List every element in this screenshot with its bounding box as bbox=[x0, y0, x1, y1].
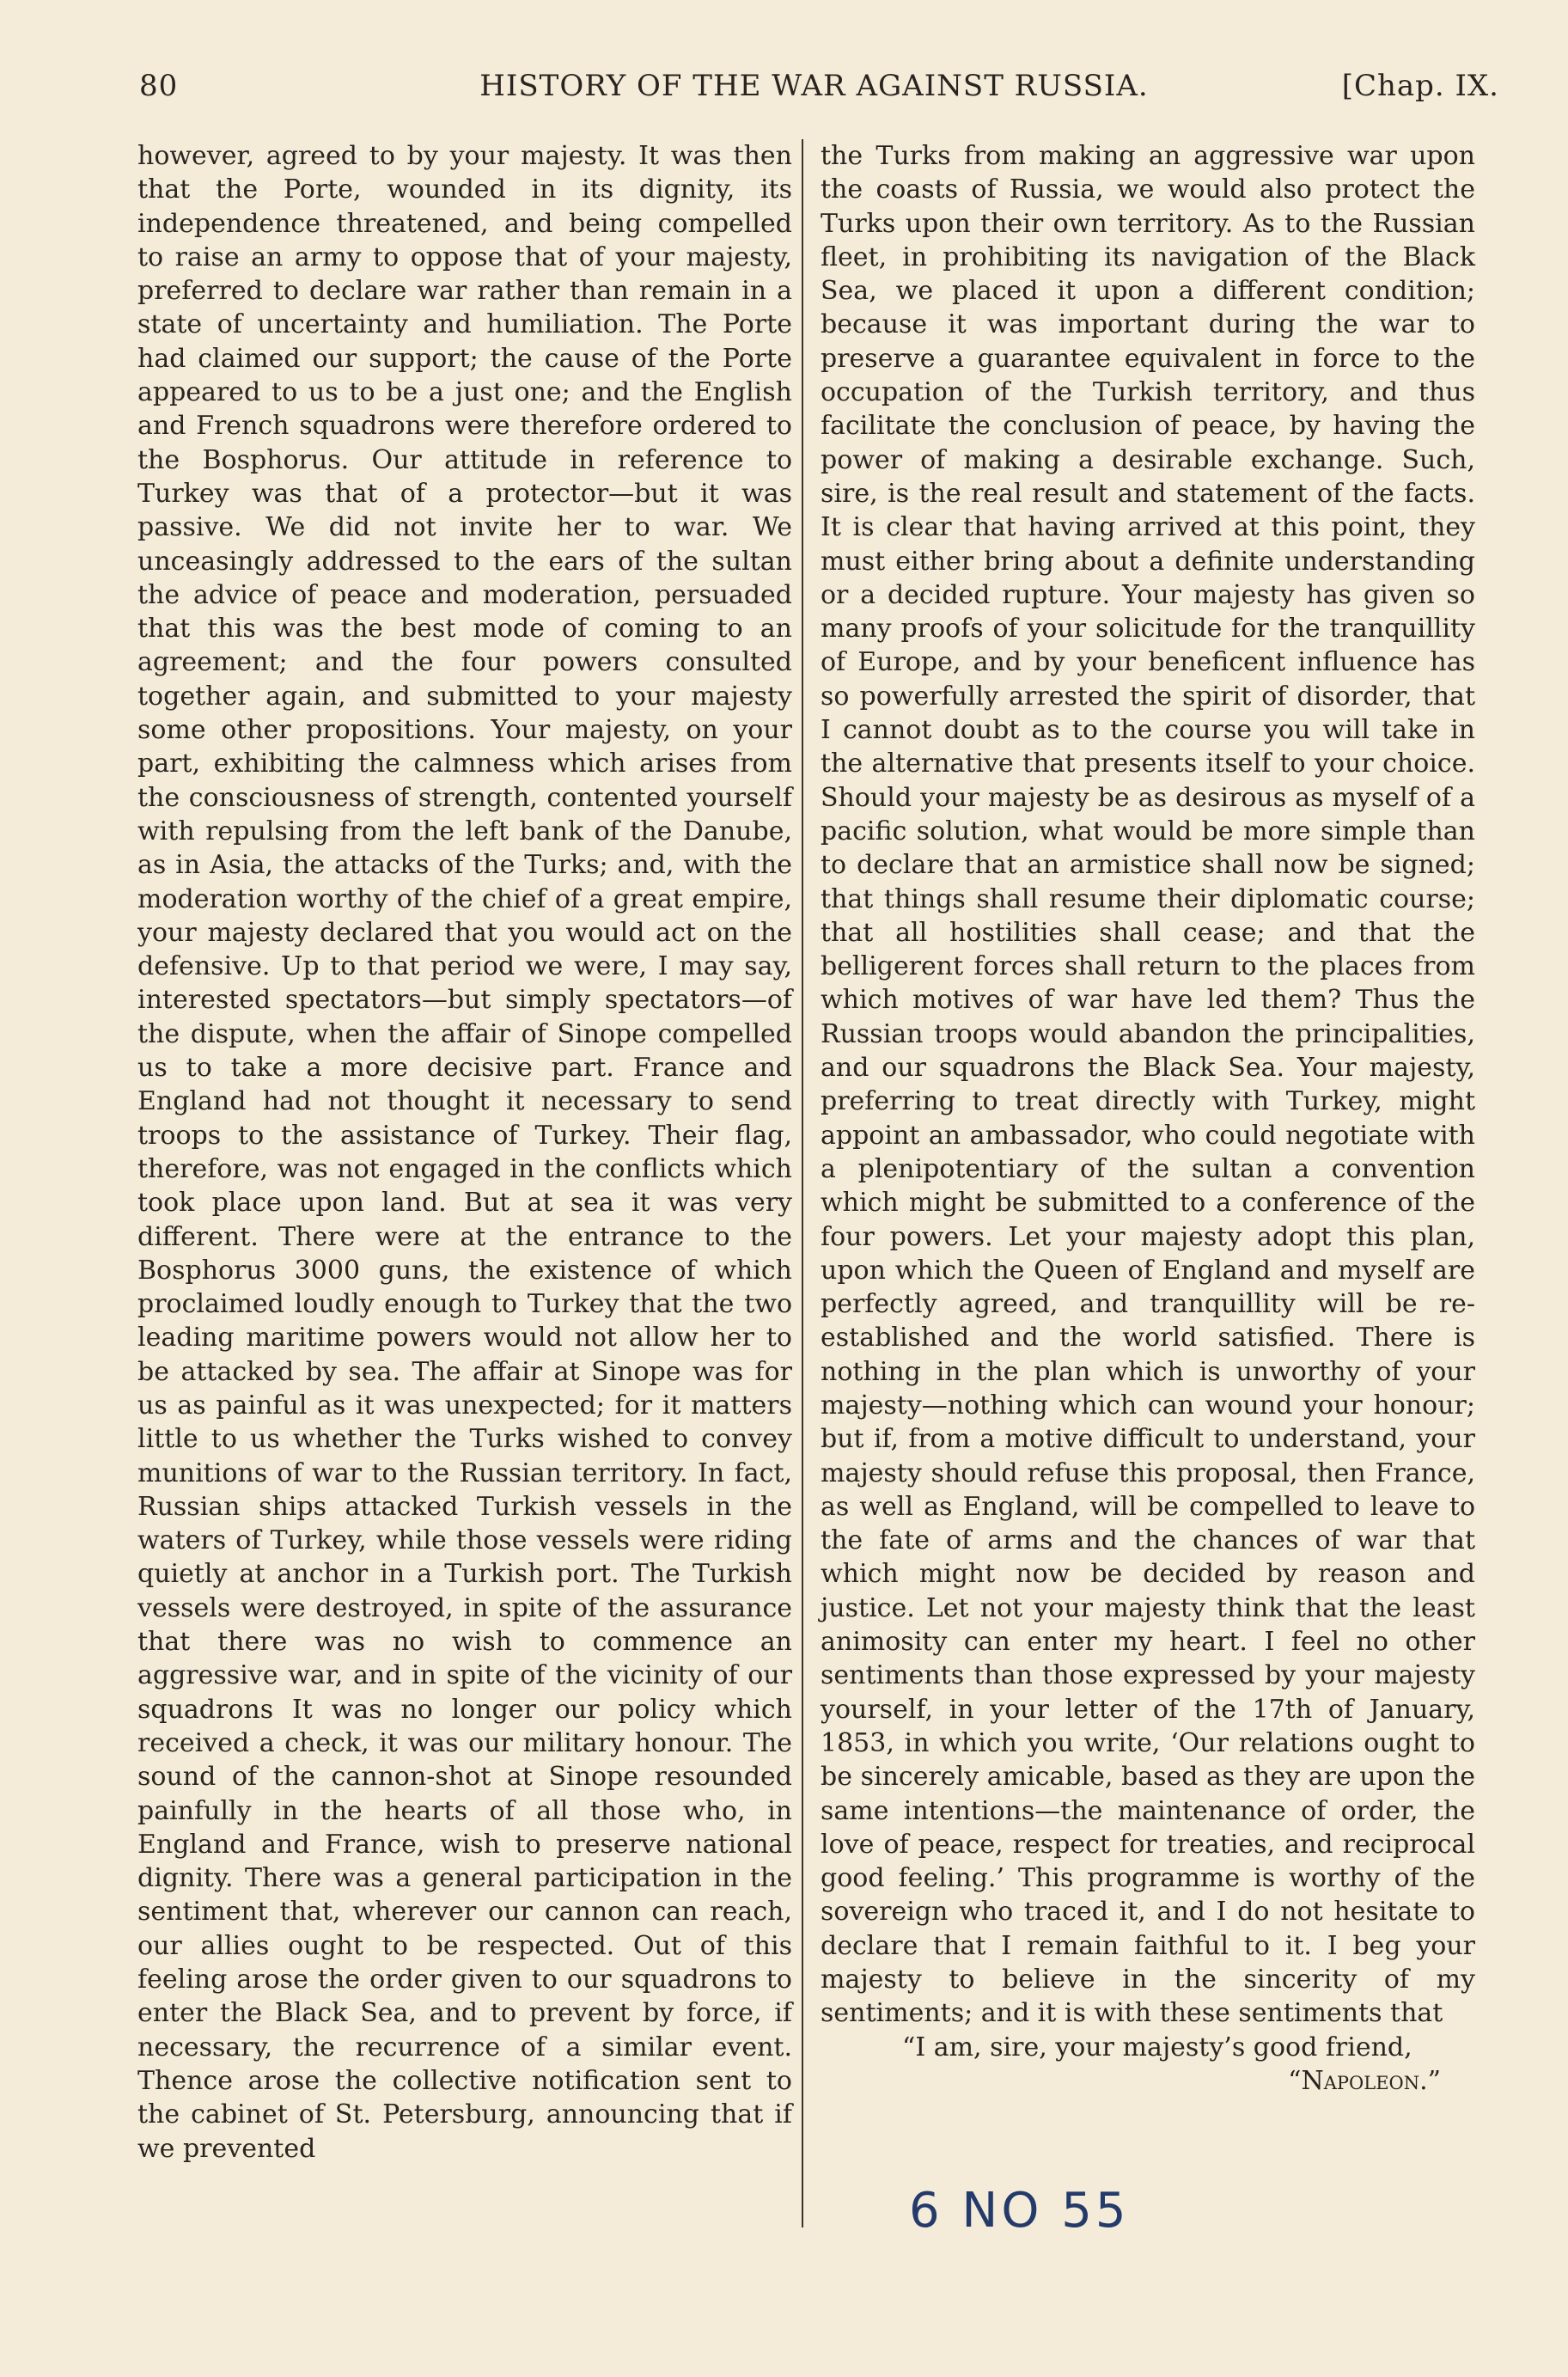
running-title: HISTORY OF THE WAR AGAINST RUSSIA. bbox=[479, 69, 1149, 103]
running-header bbox=[129, 69, 1499, 112]
letter-closing: “I am, sire, your majesty’s good friend, bbox=[902, 2032, 1412, 2062]
right-column-text: the Turks from making an aggressive war upon the coasts of Russia, we would also protect the Turks upon their own territory. As to the Russian fleet, in prohibiting its navigation of the Black Sea, we placed it upon a different condition; because it was important during the war to preserve a guarantee equivalent in force to the occupation of the Turkish territory, and thus facilitate the conclusion of peace, by having the power of making a desirable exchange. Such, sire, is the real result and statement of the facts. It is clear that having arrived at this point, they must either bring about a definite understanding or a decided rupture. Your majesty has given so many proofs of your solicitude for the tranquillity of Europe, and by your beneficent influence has so powerfully arrested the spirit of disorder, that I cannot doubt as to the course you will take in the alternative that presents itself to your choice. Should your majesty be as desirous as myself of a pacific solution, what would be more simple than to declare that an armistice shall now be signed; that things shall resume their diplomatic course; that all hostilities shall cease; and that the belligerent forces shall return to the places from which motives of war have led them? Thus the Russian troops would abandon the principalities, and our squadrons the Black Sea. Your majesty, preferring to treat directly with Turkey, might appoint an ambassador, who could negotiate with a plenipotentiary of the sultan a convention which might be submitted to a conference of the four powers. Let your majesty adopt this plan, upon which the Queen of England and myself are perfectly agreed, and tranquillity will be re-established and the world satisfied. There is nothing in the plan which is unworthy of your majesty—nothing which can wound your honour; but if, from a motive difficult to understand, your majesty should refuse this proposal, then France, as well as England, will be compelled to leave to the fate of arms and the chances of war that which might now be decided by reason and justice. Let not your majesty think that the least animosity can enter my heart. I feel no other sentiments than those expressed by your majesty yourself, in your letter of the 17th of January, 1853, in which you write, ‘Our relations ought to be sincerely amicable, based as they are upon the same intentions—the maintenance of order, the love of peace, respect for treaties, and reciprocal good feeling.’ This programme is worthy of the sovereign who traced it, and I do not hesitate to declare that I remain faithful to it. I beg your majesty to believe in the sincerity of my sentiments; and it is with these sentiments that bbox=[821, 141, 1475, 2029]
letter-signature: “Napoleon.” bbox=[1288, 2065, 1441, 2096]
page-number: 80 bbox=[139, 69, 179, 103]
chapter-label: [Chap. IX. bbox=[1341, 69, 1499, 103]
left-column-text: however, agreed to by your majesty. It was then that the Porte, wounded in its dignity, its independence threatened, and being compelled to raise an army to oppose that of your majesty, preferred to declare war rather than remain in a state of uncertainty and humiliation. The Porte had claimed our support; the cause of the Porte appeared to us to be a just one; and the English and French squadrons were therefore ordered to the Bosphorus. Our attitude in reference to Turkey was that of a protector—but it was passive. We did not invite her to war. We unceasingly addressed to the ears of the sultan the advice of peace and moderation, persuaded that this was the best mode of coming to an agreement; and the four powers consulted together again, and submitted to your majesty some other propositions. Your majesty, on your part, exhibiting the calmness which arises from the consciousness of strength, contented yourself with repulsing from the left bank of the Danube, as in Asia, the attacks of the Turks; and, with the moderation worthy of the chief of a great empire, your majesty declared that you would act on the defensive. Up to that period we were, I may say, interested spectators—but simply spectators—of the dispute, when the affair of Sinope compelled us to take a more decisive part. France and England had not thought it necessary to send troops to the assistance of Turkey. Their flag, therefore, was not engaged in the conflicts which took place upon land. But at sea it was very different. There were at the entrance to the Bosphorus 3000 guns, the existence of which proclaimed loudly enough to Turkey that the two leading maritime powers would not allow her to be attacked by sea. The affair at Sinope was for us as painful as it was unexpected; for it matters little to us whether the Turks wished to convey munitions of war to the Russian territory. In fact, Russian ships attacked Turkish vessels in the waters of Turkey, while those vessels were riding quietly at anchor in a Turkish port. The Turkish vessels were destroyed, in spite of the assurance that there was no wish to commence an aggressive war, and in spite of the vicinity of our squadrons It was no longer our policy which received a check, it was our military honour. The sound of the cannon-shot at Sinope resounded painfully in the hearts of all those who, in England and France, wish to preserve national dignity. There was a general participation in the sentiment that, wherever our cannon can reach, our allies ought to be respected. Out of this feeling arose the order given to our squadrons to enter the Black Sea, and to prevent by force, if necessary, the recurrence of a similar event. Thence arose the collective notification sent to the cabinet of St. Petersburg, announcing that if we prevented bbox=[137, 141, 792, 2164]
library-stamp: 6 NO 55 bbox=[909, 2183, 1130, 2239]
column-divider bbox=[802, 139, 803, 2227]
left-column bbox=[137, 139, 792, 2166]
right-column bbox=[821, 139, 1475, 2098]
